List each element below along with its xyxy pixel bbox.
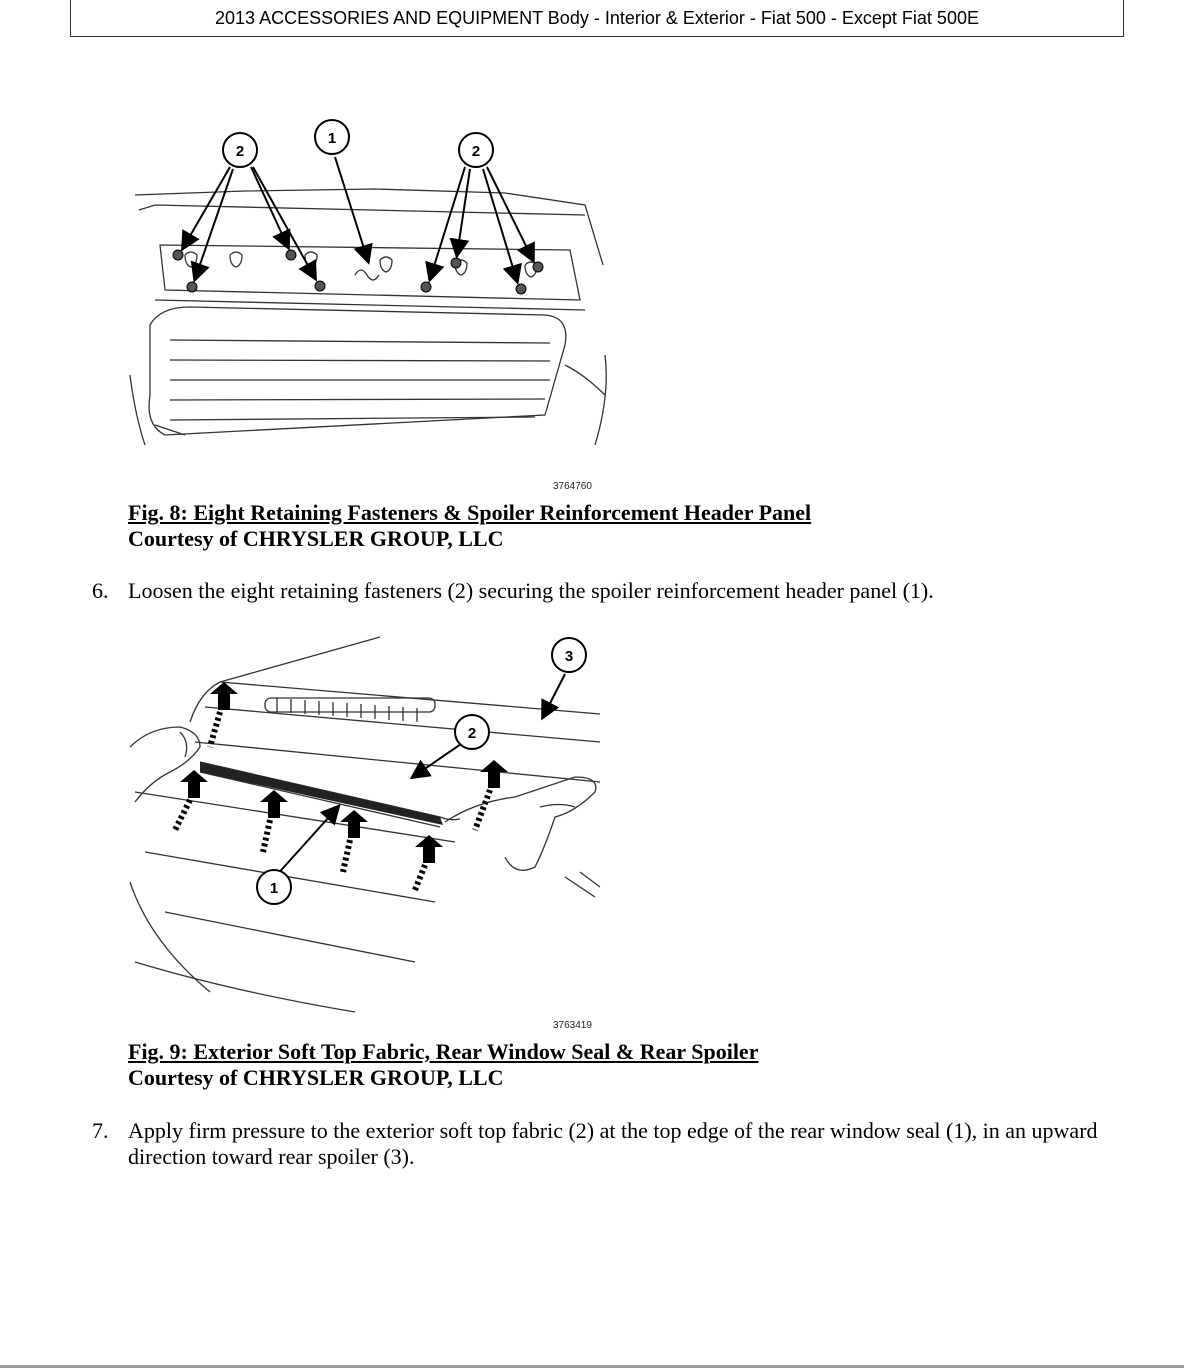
step-7-number: 7. — [92, 1118, 109, 1143]
figure-9-caption — [128, 1039, 758, 1091]
step-6-number: 6. — [92, 578, 109, 603]
step-7-text: Apply firm pressure to the exterior soft top fabric (2) at the top edge of the rear window seal (1), in an upward direction toward rear spoiler (3). — [128, 1118, 1098, 1169]
callout-1: 1 — [327, 130, 337, 147]
figure-8-illustration — [125, 115, 615, 455]
figure-9-credit: Courtesy of CHRYSLER GROUP, LLC — [128, 1065, 504, 1090]
figure-8-credit: Courtesy of CHRYSLER GROUP, LLC — [128, 526, 504, 551]
step-6-text: Loosen the eight retaining fasteners (2) securing the spoiler reinforcement header panel (1). — [128, 578, 934, 603]
header-title: 2013 ACCESSORIES AND EQUIPMENT Body - Interior & Exterior - Fiat 500 - Except Fiat 500E — [215, 8, 979, 28]
figure-8-title: Fig. 8: Eight Retaining Fasteners & Spoiler Reinforcement Header Panel — [128, 500, 812, 525]
callout-2-left: 2 — [235, 143, 245, 160]
figure-9-title: Fig. 9: Exterior Soft Top Fabric, Rear Window Seal & Rear Spoiler — [128, 1039, 759, 1064]
callout-3: 3 — [564, 648, 574, 665]
page-header — [70, 0, 1124, 37]
figure-8-image-id: 3764760 — [553, 481, 592, 492]
figure-9-illustration — [125, 632, 615, 1017]
figure-9-image-id: 3763419 — [553, 1020, 592, 1031]
callout-2: 2 — [467, 725, 477, 742]
callout-2-right: 2 — [471, 143, 481, 160]
callout-1: 1 — [269, 880, 279, 897]
figure-8-caption — [128, 500, 811, 552]
step-7 — [92, 1118, 1102, 1174]
